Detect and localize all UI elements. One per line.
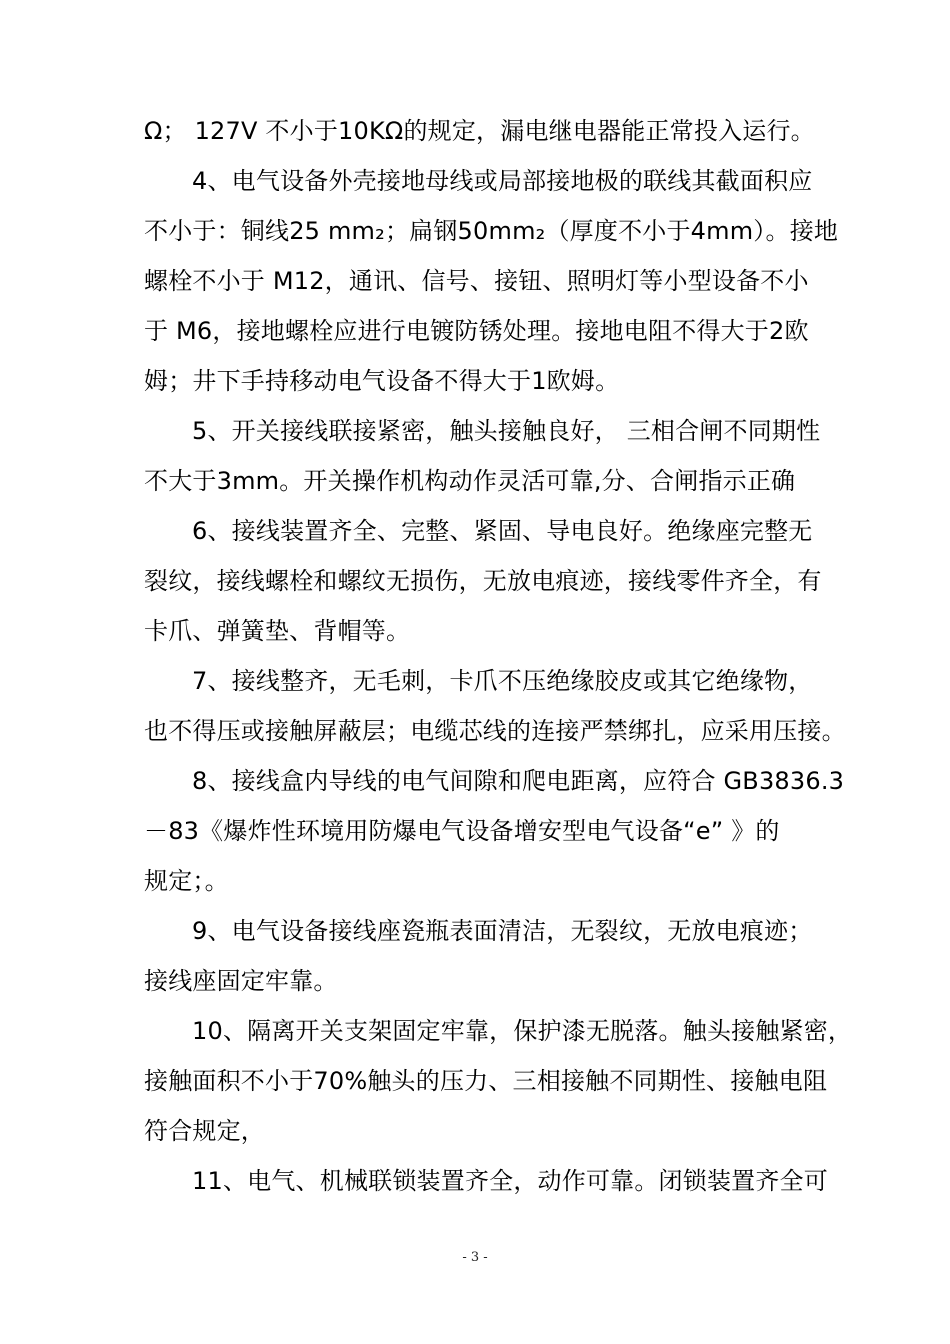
text-line: 符合规定， — [144, 1117, 265, 1145]
text-line: 卡爪、弹簧垫、背帽等。 — [144, 617, 411, 645]
text-line: 10、隔离开关支架固定牢靠，保护漆无脱落。触头接触紧密， — [192, 1017, 853, 1045]
text-line: 8、接线盒内导线的电气间隙和爬电距离，应符合 GB3836.3 — [192, 767, 845, 795]
text-line: 于 M6，接地螺栓应进行电镀防锈处理。接地电阻不得大于2欧 — [144, 317, 809, 345]
text-line: 接触面积不小于70%触头的压力、三相接触不同期性、接触电阻 — [144, 1067, 828, 1095]
text-line: －83《爆炸性环境用防爆电气设备增安型电气设备“e” 》的 — [144, 817, 780, 845]
text-line: 姆；井下手持移动电气设备不得大于1欧姆。 — [144, 367, 620, 395]
text-line: 不小于：铜线25 mm₂；扁钢50mm₂（厚度不小于4mm）。接地 — [144, 217, 839, 245]
text-line: 不大于3mm。开关操作机构动作灵活可靠,分、合闸指示正确 — [144, 467, 796, 495]
text-line: Ω； 127V 不小于10KΩ的规定，漏电继电器能正常投入运行。 — [144, 117, 815, 145]
text-line: 螺栓不小于 M12，通讯、信号、接钮、照明灯等小型设备不小 — [144, 267, 809, 295]
text-line: 7、接线整齐，无毛刺，卡爪不压绝缘胶皮或其它绝缘物， — [192, 667, 813, 695]
text-line: 9、电气设备接线座瓷瓶表面清洁，无裂纹，无放电痕迹； — [192, 917, 813, 945]
page-number: - 3 - — [462, 1250, 488, 1265]
text-line: 11、电气、机械联锁装置齐全，动作可靠。闭锁装置齐全可 — [192, 1167, 828, 1195]
text-line: 4、电气设备外壳接地母线或局部接地极的联线其截面积应 — [192, 167, 813, 195]
text-line: 规定；。 — [144, 867, 229, 895]
text-line: 接线座固定牢靠。 — [144, 967, 338, 995]
text-line: 裂纹，接线螺栓和螺纹无损伤，无放电痕迹，接线零件齐全，有 — [144, 567, 822, 595]
text-line: 也不得压或接触屏蔽层；电缆芯线的连接严禁绑扎，应采用压接。 — [144, 717, 846, 745]
text-line: 6、接线装置齐全、完整、紧固、导电良好。绝缘座完整无 — [192, 517, 813, 545]
text-line: 5、开关接线联接紧密，触头接触良好， 三相合闸不同期性 — [192, 417, 821, 445]
